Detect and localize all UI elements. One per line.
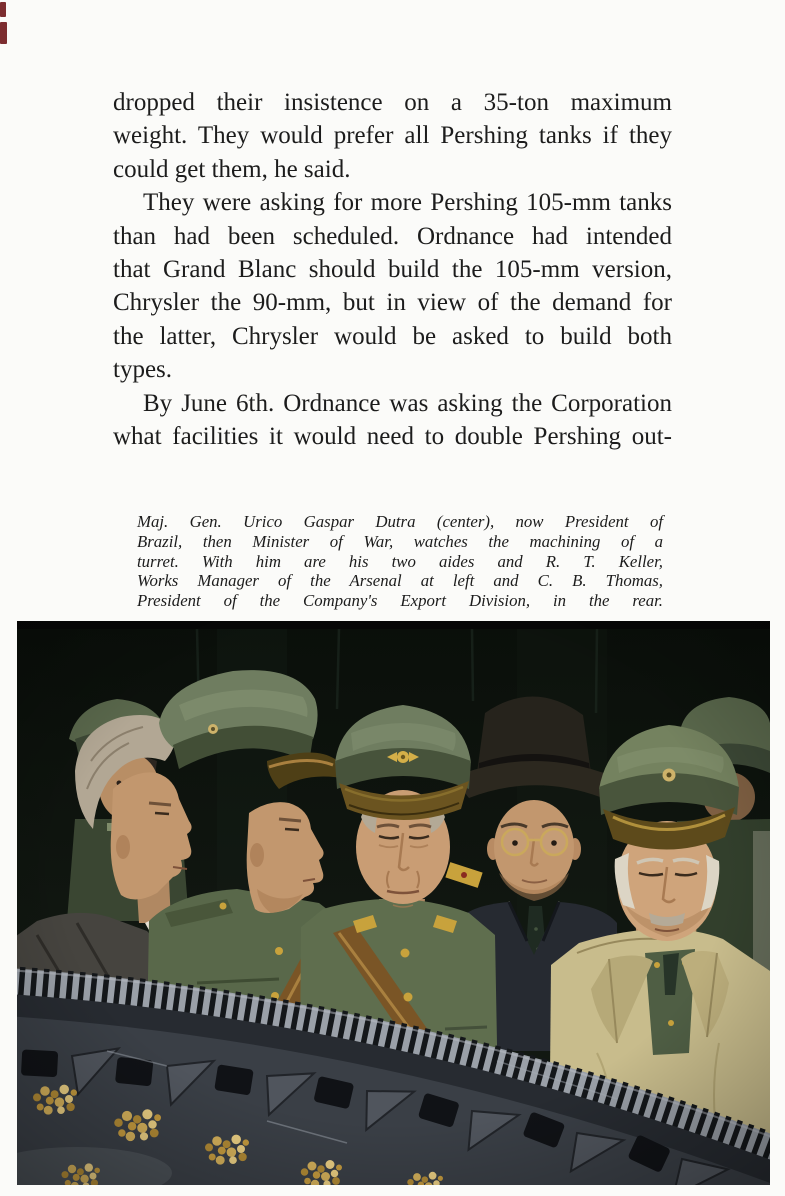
body-text-line: types. — [113, 356, 173, 384]
body-text-line: the latter, Chrysler would be asked to build both — [113, 322, 672, 350]
caption-line: turret. With him are his two aides and R. T. Keller, — [137, 551, 663, 571]
caption-line: Maj. Gen. Urico Gaspar Dutra (center), now President of — [137, 512, 663, 531]
body-text-line: than had been scheduled. Ordnance had intended — [113, 222, 672, 250]
caption-line: President of the Company's Export Division, in the rear. — [137, 591, 663, 611]
body-text-line: Chrysler the 90-mm, but in view of the demand for — [113, 289, 672, 317]
caption-line: Works Manager of the Arsenal at left and C. B. Thomas, — [137, 571, 663, 591]
body-text-line: what facilities it would need to double Pershing out- — [113, 423, 672, 451]
text-column — [113, 86, 672, 453]
body-text-line: could get them, he said. — [113, 155, 351, 183]
body-paragraph-1 — [113, 86, 672, 186]
body-text-line: weight. They would prefer all Pershing tanks if they — [113, 122, 672, 150]
photo-caption — [137, 512, 663, 611]
photograph — [17, 621, 770, 1185]
body-text-line: By June 6th. Ordnance was asking the Corporation — [143, 389, 672, 417]
body-text-line: They were asking for more Pershing 105-mm tanks — [143, 189, 672, 217]
caption-line: Brazil, then Minister of War, watches the machining of a — [137, 531, 663, 551]
page-edge-ink-mark — [0, 2, 6, 17]
body-paragraph-3 — [113, 387, 672, 454]
body-paragraph-2 — [113, 186, 672, 386]
page-edge-ink-mark — [0, 22, 7, 44]
body-text-line: that Grand Blanc should build the 105-mm version, — [113, 256, 672, 284]
body-text-line: dropped their insistence on a 35-ton maximum — [113, 89, 672, 116]
photo-vignette — [17, 621, 770, 1185]
